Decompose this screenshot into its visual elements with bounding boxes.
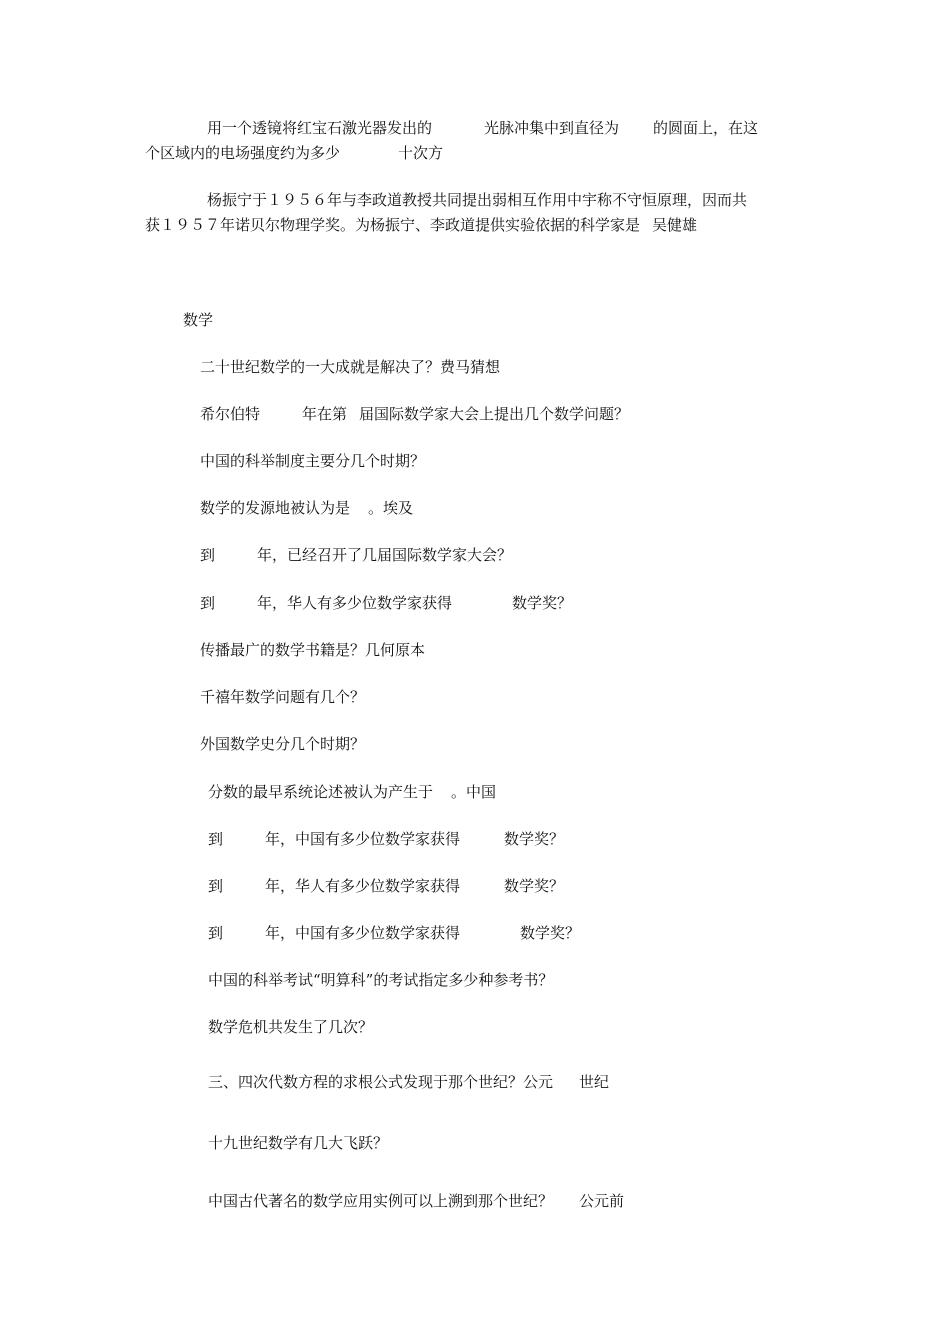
question-text: 传播最广的数学书籍是？几何原本 — [200, 641, 426, 659]
question-text-b: 。中国 — [451, 783, 497, 801]
math-question-7 — [200, 640, 425, 660]
math-question-16 — [208, 1072, 609, 1092]
yang-question-text-2: 获１９５７年诺贝尔物理学奖。为杨振宁、李政道提供实验依据的科学家是 — [145, 216, 641, 234]
question-text-a: 到 — [200, 594, 216, 612]
question-text-a: 到 — [208, 924, 224, 942]
laser-question-text-c: 的圆面上，在这 — [653, 119, 759, 137]
yang-question-answer: 吴健雄 — [652, 216, 698, 234]
laser-question-answer: 十次方 — [398, 144, 444, 162]
question-text-c: 届国际数学家大会上提出几个数学问题？ — [359, 405, 630, 423]
question-text: 十九世纪数学有几大飞跃？ — [208, 1134, 389, 1152]
question-text-b: 。埃及 — [368, 499, 414, 517]
physics-question-laser-line1 — [207, 118, 758, 138]
math-question-17 — [208, 1133, 388, 1153]
question-text: 中国的科举制度主要分几个时期？ — [200, 452, 426, 470]
question-text-b: 年，华人有多少位数学家获得 — [257, 594, 453, 612]
math-question-12 — [208, 876, 564, 896]
math-heading-text: 数学 — [183, 311, 214, 329]
physics-question-laser-line2 — [145, 143, 443, 163]
math-question-10 — [208, 782, 496, 802]
math-question-3 — [200, 451, 425, 471]
math-question-9 — [200, 734, 365, 754]
math-question-15 — [208, 1017, 373, 1037]
math-question-13 — [208, 923, 580, 943]
laser-question-text-d: 个区域内的电场强度约为多少 — [145, 144, 341, 162]
yang-question-text-1: 杨振宁于１９５６年与李政道教授共同提出弱相互作用中宇称不守恒原理，因而共 — [207, 191, 748, 209]
math-question-4 — [200, 498, 413, 518]
question-text-a: 到 — [208, 877, 224, 895]
question-text-a: 中国古代著名的数学应用实例可以上溯到那个世纪？ — [208, 1192, 554, 1210]
math-question-14 — [208, 970, 553, 990]
laser-question-text-b: 光脉冲集中到直径为 — [484, 119, 620, 137]
math-question-5 — [200, 545, 512, 565]
question-text-c: 数学奖？ — [520, 924, 581, 942]
question-text: 千禧年数学问题有几个？ — [200, 688, 366, 706]
question-text-a: 分数的最早系统论述被认为产生于 — [208, 783, 434, 801]
laser-question-text-a: 用一个透镜将红宝石激光器发出的 — [207, 119, 433, 137]
question-text-b: 公元前 — [579, 1192, 625, 1210]
question-text-b: 年，已经召开了几届国际数学家大会？ — [257, 546, 513, 564]
question-text: 外国数学史分几个时期？ — [200, 735, 366, 753]
question-text-a: 希尔伯特 — [200, 405, 261, 423]
question-text-b: 世纪 — [579, 1073, 610, 1091]
physics-question-yang-line1 — [207, 190, 747, 210]
math-question-8 — [200, 687, 365, 707]
math-question-2 — [200, 404, 629, 424]
question-text-c: 数学奖？ — [512, 594, 573, 612]
question-text-b: 年，中国有多少位数学家获得 — [265, 924, 461, 942]
question-text-a: 三、四次代数方程的求根公式发现于那个世纪？公元 — [208, 1073, 554, 1091]
math-question-6 — [200, 593, 572, 613]
question-text-b: 年在第 — [302, 405, 348, 423]
question-text-b: 年，华人有多少位数学家获得 — [265, 877, 461, 895]
question-text: 二十世纪数学的一大成就是解决了？费马猜想 — [200, 358, 501, 376]
math-question-1 — [200, 357, 500, 377]
math-heading — [183, 310, 213, 330]
question-text-a: 到 — [200, 546, 216, 564]
question-text: 中国的科举考试“明算科”的考试指定多少种参考书？ — [208, 971, 554, 989]
question-text-b: 年，中国有多少位数学家获得 — [265, 830, 461, 848]
question-text-c: 数学奖？ — [504, 877, 565, 895]
question-text: 数学危机共发生了几次？ — [208, 1018, 374, 1036]
question-text-a: 数学的发源地被认为是 — [200, 499, 351, 517]
math-question-18 — [208, 1191, 624, 1211]
math-question-11 — [208, 829, 564, 849]
question-text-a: 到 — [208, 830, 224, 848]
question-text-c: 数学奖？ — [504, 830, 565, 848]
physics-question-yang-line2 — [145, 215, 697, 235]
